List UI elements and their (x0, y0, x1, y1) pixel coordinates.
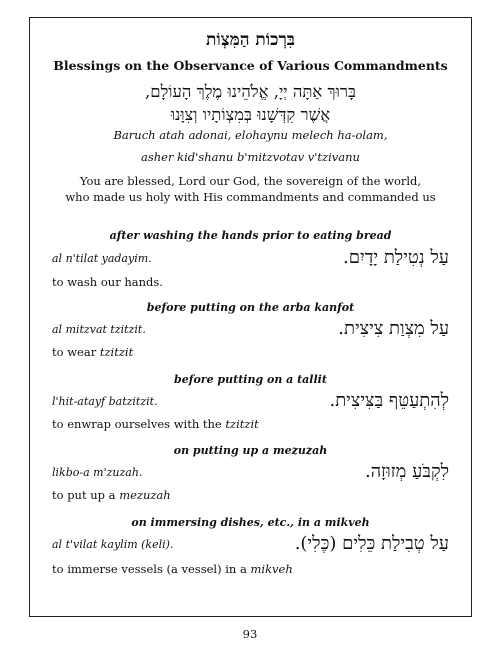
blessing-hebrew: עַל מִצְוַת צִיצִית. (338, 318, 449, 339)
blessing-translation: to put up a mezuzah (52, 488, 171, 502)
blessing-row (52, 244, 449, 268)
blessing-occasion: on immersing dishes, etc., in a mikveh (131, 516, 370, 529)
blessing-translation: to wear tzitzit (52, 345, 134, 359)
blessing-hebrew: לִקְבֹּעַ מְזוּזָה. (364, 461, 449, 482)
english-title: Blessings on the Observance of Various Commandments (53, 58, 448, 73)
hebrew-title: בִּרְכוֹת הַמִּצְוֹת (206, 30, 295, 50)
general-translation-line-2: who made us holy with His commandments and commanded us (65, 190, 436, 204)
page-frame (29, 17, 472, 617)
general-translation-line-1: You are blessed, Lord our God, the sovereign of the world, (79, 174, 422, 188)
blessing-translation: to wash our hands. (52, 275, 163, 289)
blessing-row (52, 315, 449, 339)
blessing-row (52, 458, 449, 482)
page-number: 93 (242, 627, 258, 641)
blessing-hebrew: לְהִתְעַטֵּף בַּצִּיצִית. (329, 390, 449, 411)
blessing-occasion: after washing the hands prior to eating bread (109, 229, 392, 242)
blessing-translation: to enwrap ourselves with the tzitzit (52, 417, 259, 431)
blessing-row (52, 530, 449, 554)
blessing-transliteration: likbo-a m'zuzah. (52, 466, 143, 479)
blessing-transliteration: al n'tilat yadayim. (52, 252, 152, 265)
blessing-hebrew: עַל נְטִילַת יָדָיִם. (343, 247, 449, 268)
blessing-occasion: before putting on a tallit (174, 373, 327, 386)
general-hebrew-line-1: בָּרוּךְ אַתָּה יְיָ, אֱלֹהֵינוּ מֶלֶךְ הָעוֹלָם, (145, 82, 356, 101)
blessing-row (52, 387, 449, 411)
blessing-hebrew: עַל טְבִילַת כֵּלִים (כֶּלִי). (294, 533, 449, 554)
blessing-translation: to immerse vessels (a vessel) in a mikveh (52, 562, 293, 576)
blessing-transliteration: al t'vilat kaylim (keli). (52, 538, 174, 551)
general-translit-line-1: Baruch atah adonai, elohaynu melech ha-olam, (113, 128, 388, 142)
general-hebrew-line-2: אֲשֶׁר קִדְּשָׁנוּ בְּמִצְוֹתָיו וְצִוָּנוּ (170, 105, 331, 124)
blessing-occasion: before putting on the arba kanfot (146, 301, 355, 314)
blessing-transliteration: l'hit-atayf batzitzit. (52, 395, 158, 408)
general-translit-line-2: asher kid'shanu b'mitzvotav v'tzivanu (141, 150, 360, 164)
blessing-occasion: on putting up a mezuzah (173, 444, 328, 457)
blessing-transliteration: al mitzvat tzitzit. (52, 323, 146, 336)
